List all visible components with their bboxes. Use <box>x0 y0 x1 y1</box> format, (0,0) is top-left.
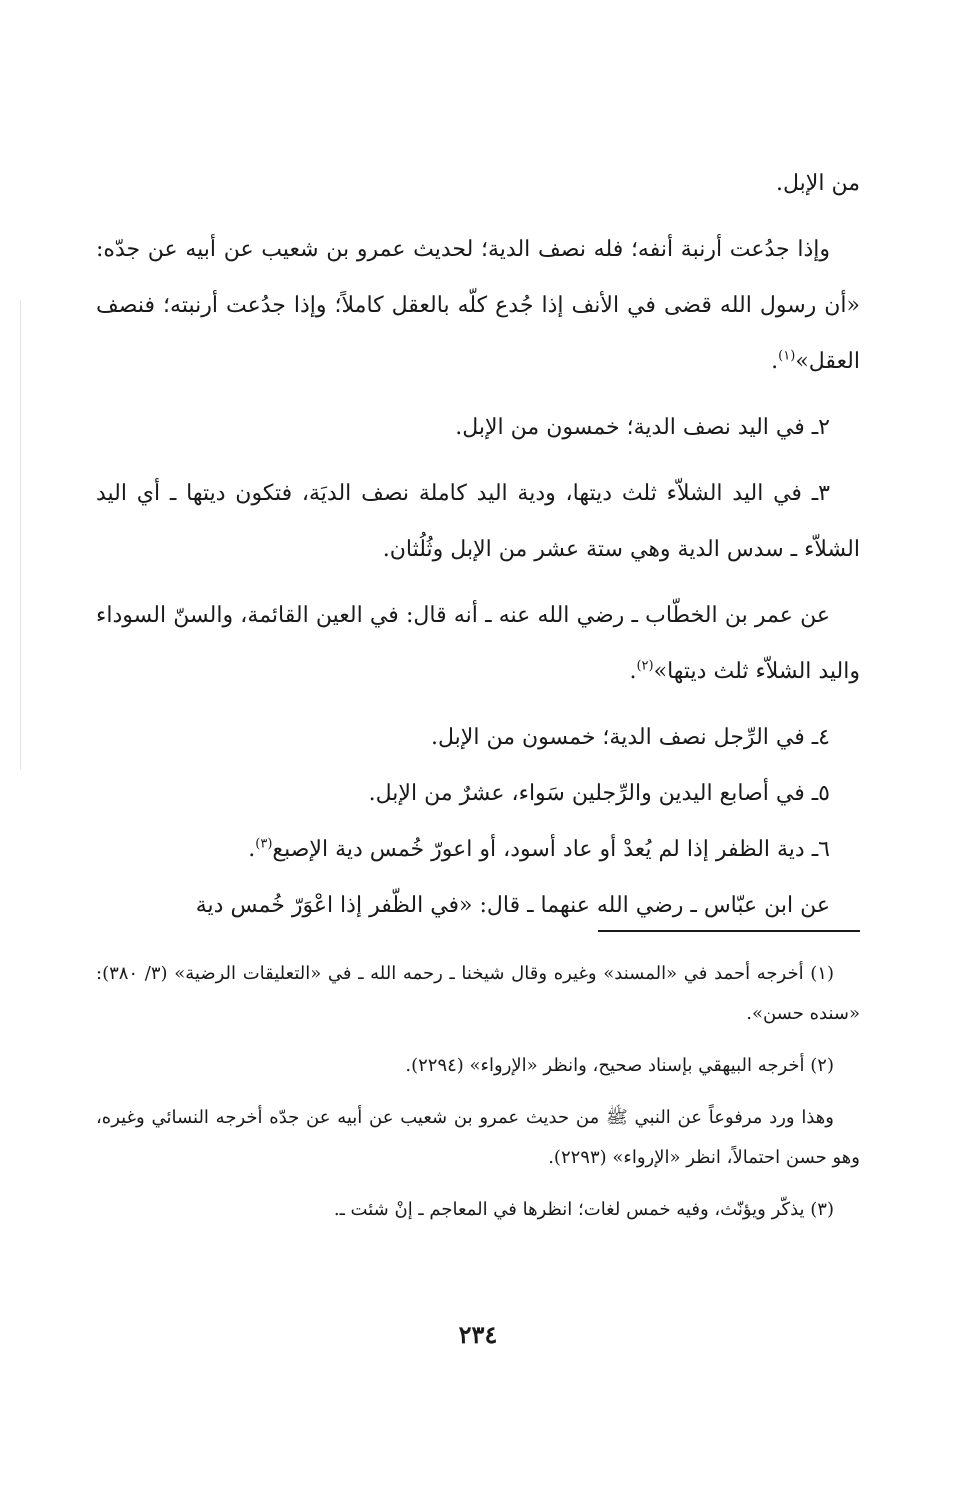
quote-omar-text: عن عمر بن الخطّاب ـ رضي الله عنه ـ أنه قال: في العين القائمة، والسنّ السوداء واليد الشلاّء ثلث ديتها» <box>96 603 860 684</box>
footnote-ref-1[interactable]: (١) <box>778 348 796 364</box>
quote-ibn-abbas: عن ابن عبّاس ـ رضي الله عنهما ـ قال: «في الظّفر إذا اعْوَرّ خُمس دية <box>195 893 830 918</box>
footnote-1: (١) أخرجه أحمد في «المسند» وغيره وقال شيخنا ـ رحمه الله ـ في «التعليقات الرضية» (٣/ ٣٨٠): «سنده حسن». <box>96 963 860 1024</box>
footnote-3: (٣) يذكّر ويؤنّث، وفيه خمس لغات؛ انظرها في المعاجم ـ إنْ شئت ـ. <box>333 1199 834 1220</box>
footnote-2-extra: وهذا ورد مرفوعاً عن النبي ﷺ من حديث عمرو بن شعيب عن أبيه عن جدّه أخرجه النسائي وغيره، وهو حسن احتمالاً، انظر «الإرواء» (٢٢٩٣). <box>96 1107 860 1168</box>
item-6-text: ٦ـ دية الظفر إذا لم يُعدْ أو عاد أسود، أو اعورّ خُمس دية الإصبع <box>272 837 830 862</box>
main-text <box>96 156 860 934</box>
paragraph-nose <box>96 222 860 390</box>
footnote-2: (٢) أخرجه البيهقي بإسناد صحيح، وانظر «الإرواء» (٢٢٩٤). <box>405 1055 834 1076</box>
paragraph-nose-text: وإذا جدُعت أرنبة أنفه؛ فله نصف الدية؛ لحديث عمرو بن شعيب عن أبيه عن جدّه: «أن رسول الله قضى في الأنف إذا جُدع كلّه بالعقل كاملاً؛ وإذا جدُعت أرنبته؛ فنصف العقل» <box>96 237 860 374</box>
item-4-leg: ٤ـ في الرِّجل نصف الدية؛ خمسون من الإبل. <box>431 725 830 750</box>
page-number: ٢٣٤ <box>458 1320 498 1349</box>
footnote-separator <box>598 930 860 932</box>
item-6-nail <box>96 822 860 878</box>
item-6-end: . <box>248 837 256 862</box>
footnote-ref-2[interactable]: (٢) <box>636 658 654 674</box>
item-3-paralysed-hand: ٣ـ في اليد الشلاّء ثلث ديتها، ودية اليد كاملة نصف الديَة، فتكون ديتها ـ أي اليد الشلاّء ـ سدس الدية وهي ستة عشر من الإبل وثُلُثان. <box>96 481 860 562</box>
quote-omar <box>96 588 860 700</box>
quote-omar-end: . <box>629 659 637 684</box>
item-5-fingers: ٥ـ في أصابع اليدين والرِّجلين سَواء، عشرٌ من الإبل. <box>368 781 830 806</box>
paragraph-continuation: من الإبل. <box>776 171 860 196</box>
paragraph-nose-end: . <box>771 349 779 374</box>
footnote-ref-3[interactable]: (٣) <box>255 836 273 852</box>
item-2-hand: ٢ـ في اليد نصف الدية؛ خمسون من الإبل. <box>455 415 830 440</box>
scan-margin-line <box>20 300 21 770</box>
footnotes <box>96 954 860 1230</box>
